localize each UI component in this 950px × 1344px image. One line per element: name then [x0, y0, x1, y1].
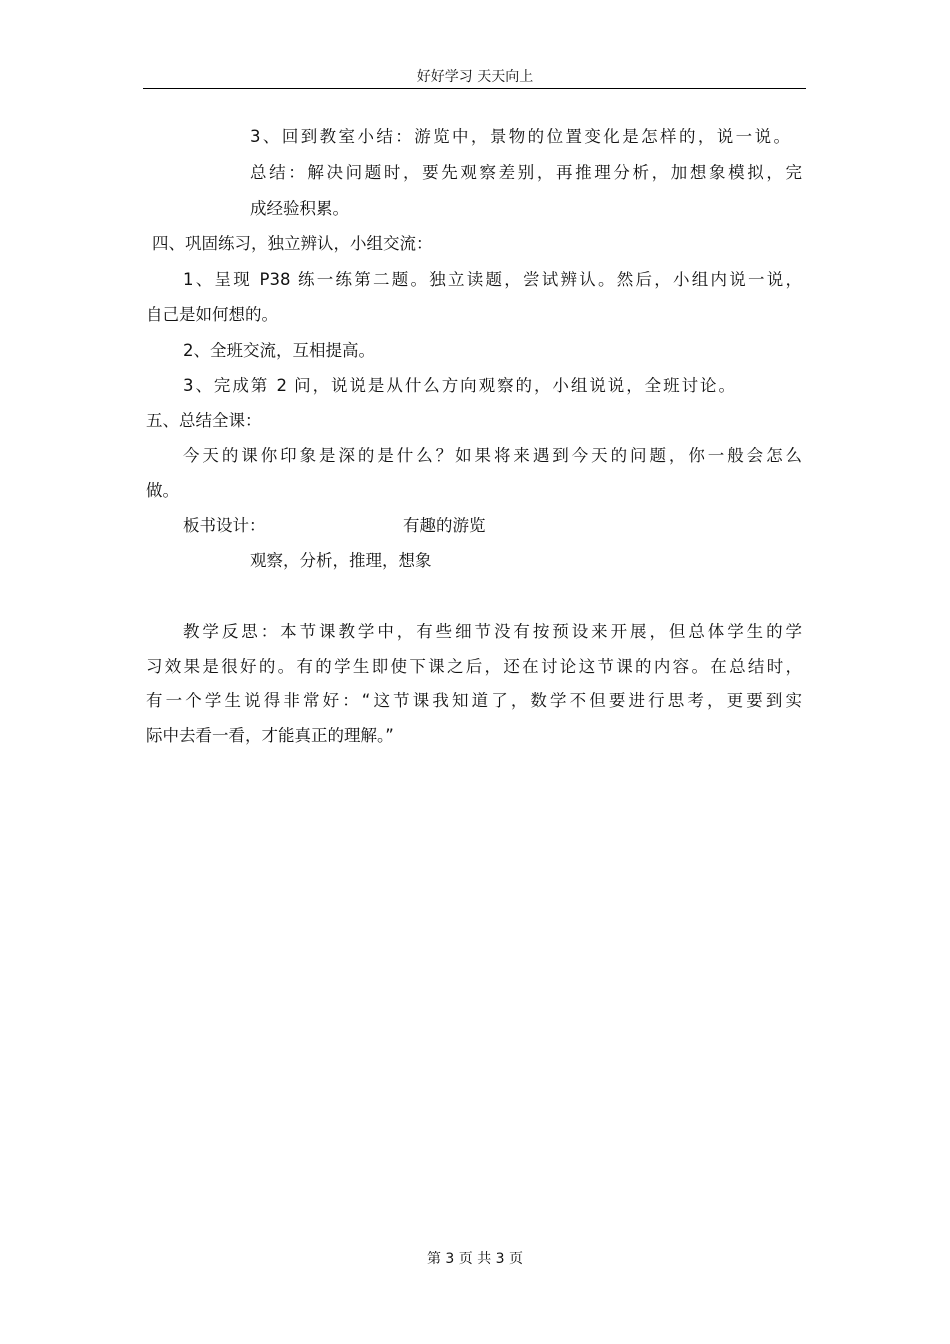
header-divider	[143, 88, 806, 89]
reflection-line: 有一个学生说得非常好：“这节课我知道了，数学不但要进行思考，更要到实	[146, 691, 802, 710]
reflection-line: 习效果是很好的。有的学生即使下课之后，还在讨论这节课的内容。在总结时，	[146, 657, 802, 676]
reflection-line: 际中去看一看，才能真正的理解。”	[146, 726, 394, 745]
page-footer: 第 3 页 共 3 页	[426, 1251, 524, 1267]
paragraph-line: 3、完成第 2 问，说说是从什么方向观察的，小组说说，全班讨论。	[183, 376, 735, 395]
paragraph-line: 3、回到教室小结：游览中，景物的位置变化是怎样的，说一说。	[250, 127, 790, 146]
paragraph-line: 成经验积累。	[250, 199, 349, 218]
board-design-label: 板书设计：	[183, 516, 266, 535]
paragraph-line: 今天的课你印象是深的是什么？如果将来遇到今天的问题，你一般会怎么	[183, 446, 802, 465]
section-heading: 五、总结全课：	[146, 411, 262, 430]
paragraph-line: 2、全班交流，互相提高。	[183, 341, 375, 360]
paragraph-line: 做。	[146, 481, 179, 500]
paragraph-line: 1、呈现 P38 练一练第二题。独立读题，尝试辨认。然后，小组内说一说，	[183, 270, 802, 289]
paragraph-line: 总结：解决问题时，要先观察差别，再推理分析，加想象模拟，完	[250, 163, 802, 182]
paragraph-line: 自己是如何想的。	[146, 305, 278, 324]
board-design-title: 有趣的游览	[403, 516, 486, 535]
section-heading: 四、巩固练习，独立辨认，小组交流：	[152, 234, 433, 253]
reflection-line: 教学反思：本节课教学中，有些细节没有按预设来开展，但总体学生的学	[183, 622, 802, 641]
board-design-keywords: 观察，分析，推理，想象	[250, 551, 432, 570]
page-header: 好好学习 天天向上	[416, 69, 534, 85]
